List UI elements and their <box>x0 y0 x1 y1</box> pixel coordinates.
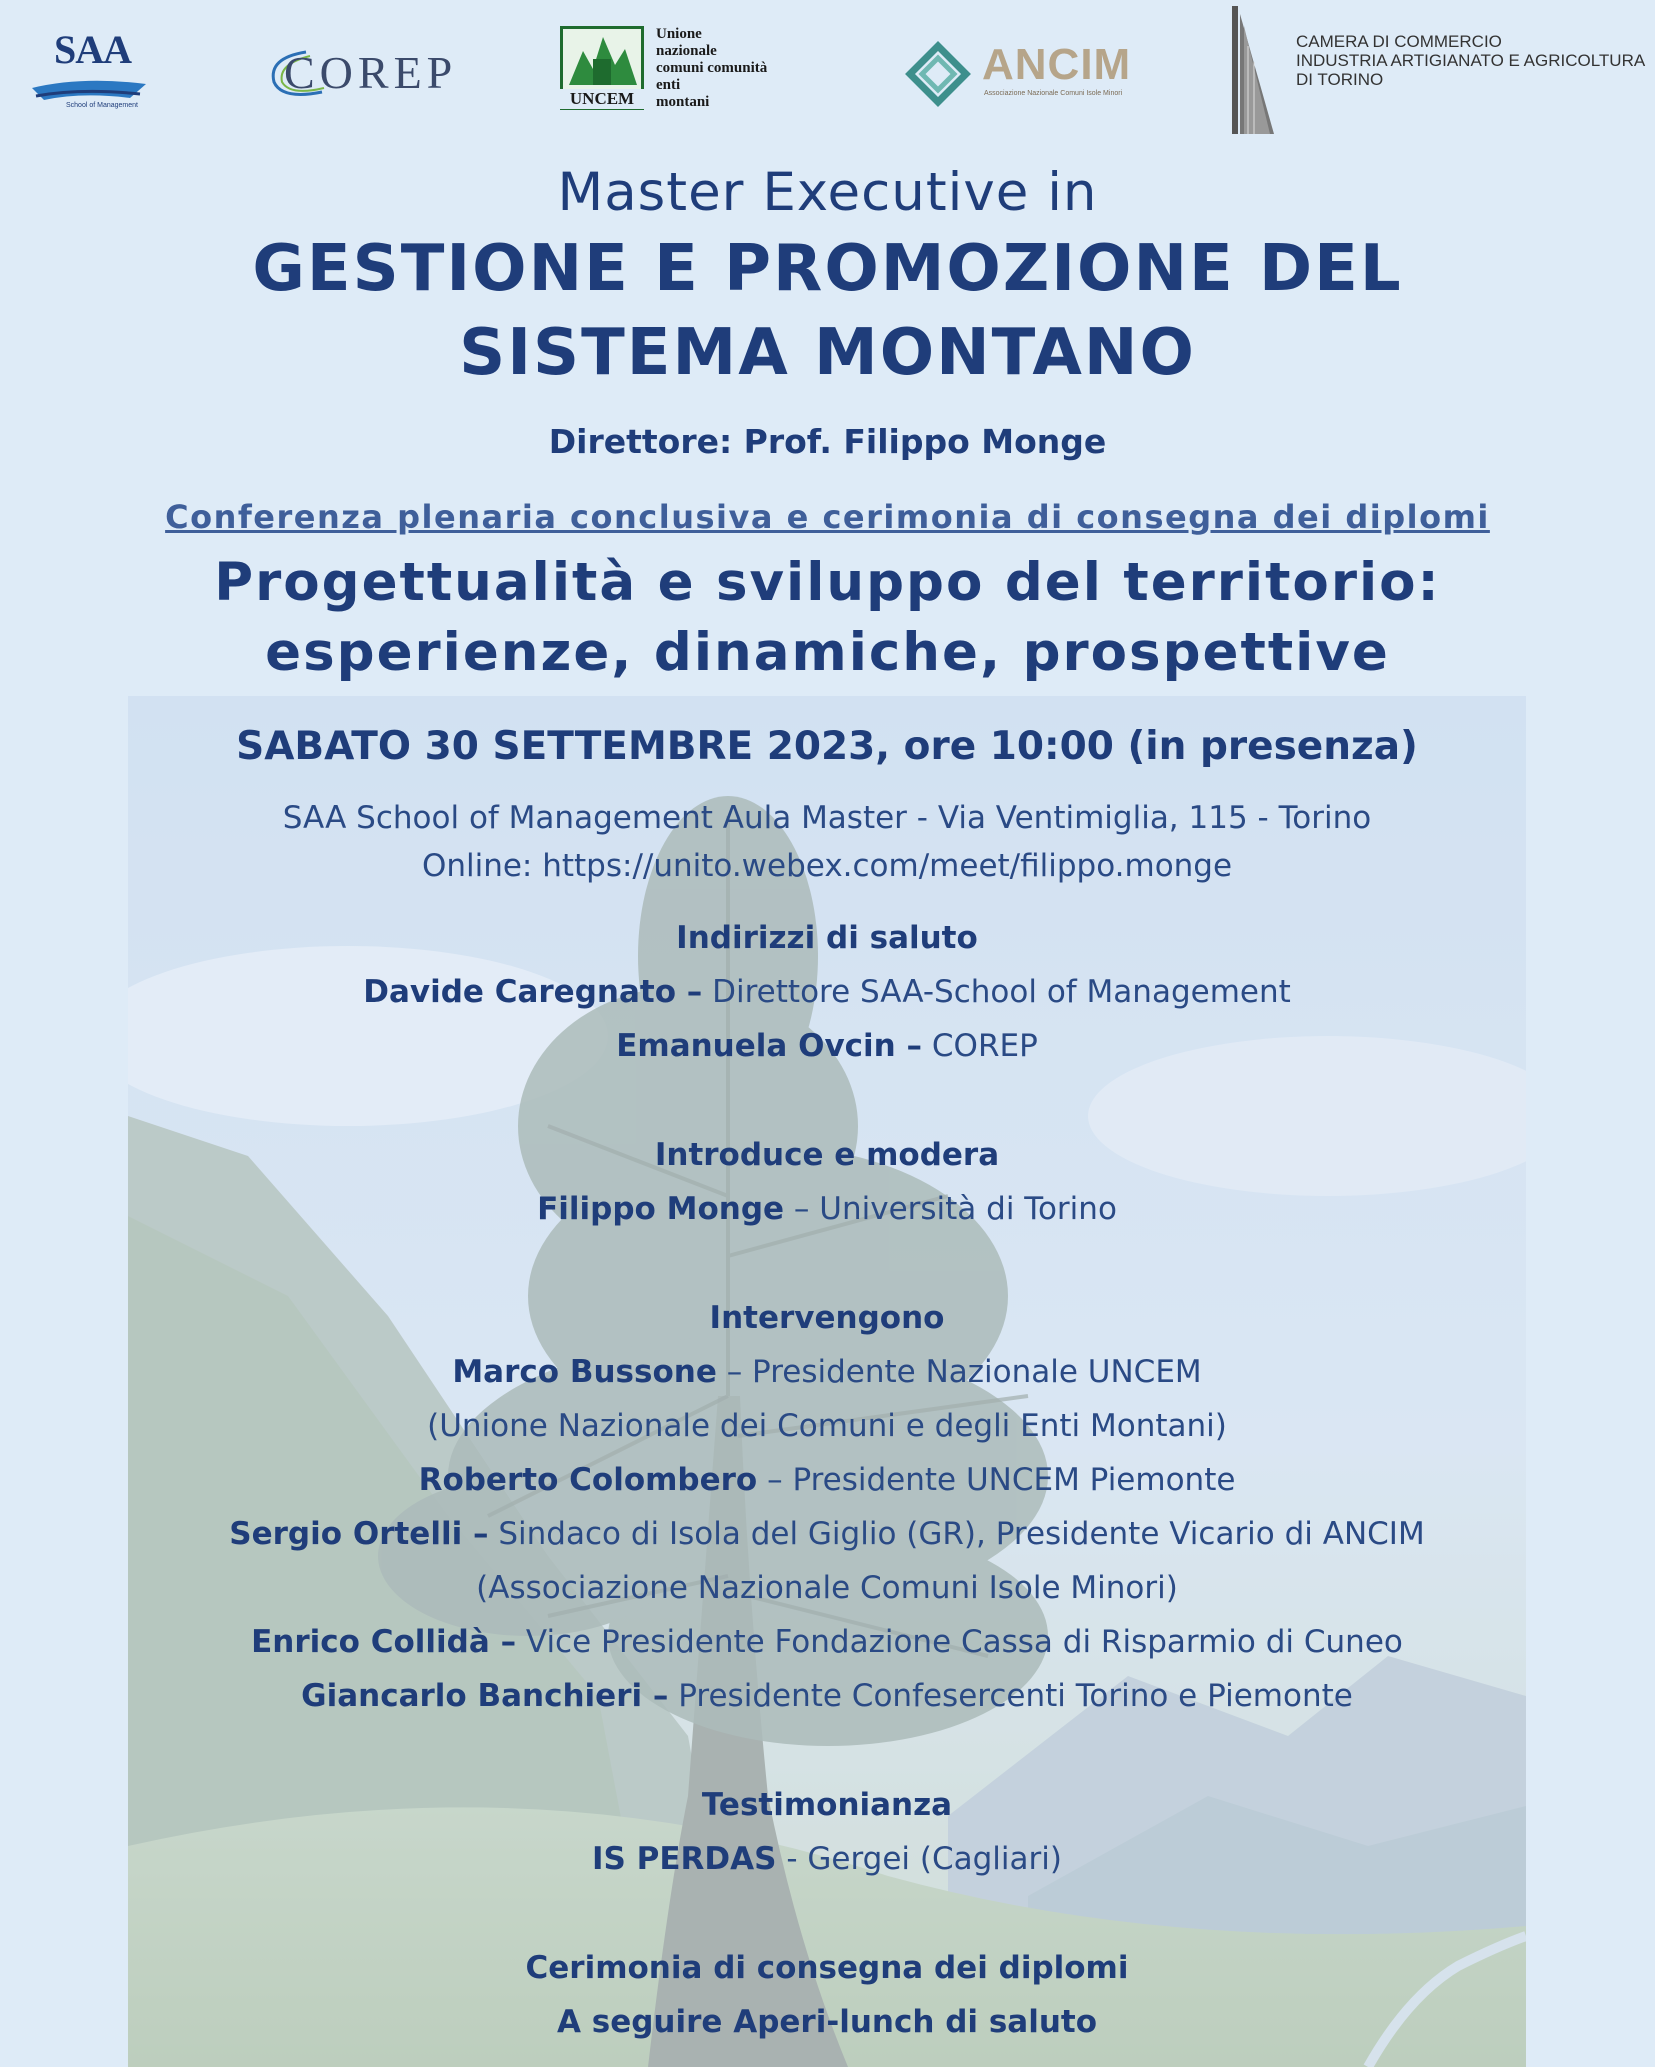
moderator-row <box>128 1191 1526 1227</box>
speaker-name: Enrico Collidà – <box>251 1624 517 1660</box>
main-title-line: SISTEMA MONTANO <box>459 316 1196 390</box>
conference-subtitle <box>0 498 1655 536</box>
corep-logo-text: COREP <box>284 47 458 98</box>
speaker-row <box>128 1516 1526 1552</box>
speaker-role: Sindaco di Isola del Giglio (GR), Presidente Vicario di ANCIM <box>488 1516 1425 1552</box>
speaker-role: COREP <box>922 1028 1038 1064</box>
event-online-link[interactable]: Online: https://unito.webex.com/meet/filippo.monge <box>421 848 1233 884</box>
saa-logo-subtitle: School of Management <box>66 102 138 109</box>
uncem-logo <box>560 26 810 118</box>
pre-title: Master Executive in <box>557 162 1098 223</box>
uncem-line: Unione <box>656 26 702 42</box>
uncem-logo-word: UNCEM <box>560 89 644 109</box>
speaker-role: – Università di Torino <box>784 1191 1117 1227</box>
speaker-row <box>128 1408 1526 1444</box>
speaker-role: – Presidente UNCEM Piemonte <box>757 1462 1236 1498</box>
testimony-heading: Testimonianza <box>701 1787 953 1823</box>
greeting-row <box>128 1028 1526 1064</box>
event-date: SABATO 30 SETTEMBRE 2023, ore 10:00 (in presenza) <box>236 724 1418 769</box>
director-line: Direttore: Prof. Filippo Monge <box>548 422 1107 461</box>
moderator-heading: Introduce e modera <box>654 1137 1000 1173</box>
mole-antonelliana-icon <box>1226 6 1286 134</box>
camera-logo-text <box>1296 32 1645 89</box>
main-title-line: GESTIONE E PROMOZIONE DEL <box>252 232 1403 306</box>
camera-line: INDUSTRIA ARTIGIANATO E AGRICOLTURA <box>1296 51 1646 70</box>
corep-logo <box>262 36 462 106</box>
ancim-logo-text: ANCIM <box>982 40 1132 89</box>
uncem-line: montani <box>656 94 710 110</box>
speaker-row <box>128 1462 1526 1498</box>
speaker-name: IS PERDAS <box>592 1841 777 1877</box>
testimony-row <box>128 1841 1526 1877</box>
topic-title <box>0 548 1655 688</box>
uncem-line: comuni comunità <box>656 60 768 76</box>
speaker-name: Davide Caregnato – <box>363 974 703 1010</box>
speaker-role: – Presidente Nazionale UNCEM <box>716 1354 1202 1390</box>
main-title <box>0 227 1655 395</box>
event-panel <box>128 696 1526 2067</box>
saa-logo-text: SAA <box>54 27 132 72</box>
topic-title-line: Progettualità e sviluppo del territorio: <box>214 552 1441 613</box>
saa-logo <box>22 26 152 116</box>
topic-title-line: esperienze, dinamiche, prospettive <box>265 622 1390 683</box>
speaker-row <box>128 1678 1526 1714</box>
event-venue: SAA School of Management Aula Master - Via Ventimiglia, 115 - Torino <box>282 800 1372 836</box>
speaker-name: Sergio Ortelli – <box>229 1516 489 1552</box>
speaker-role: - Gergei (Cagliari) <box>776 1841 1062 1877</box>
speaker-role: (Associazione Nazionale Comuni Isole Minori) <box>476 1570 1178 1606</box>
ancim-logo-subtitle: Associazione Nazionale Comuni Isole Minori <box>984 90 1123 97</box>
speaker-role: Direttore SAA-School of Management <box>702 974 1291 1010</box>
greetings-heading: Indirizzi di saluto <box>676 920 978 956</box>
speaker-role: Presidente Confesercenti Torino e Piemonte <box>668 1678 1353 1714</box>
lunch-line: A seguire Aperi-lunch di saluto <box>556 2004 1098 2040</box>
ancim-logo <box>902 38 1142 108</box>
camera-commercio-logo <box>1226 6 1650 134</box>
speaker-name: Emanuela Ovcin – <box>616 1028 923 1064</box>
speaker-role: (Unione Nazionale dei Comuni e degli Enti Montani) <box>427 1408 1227 1444</box>
conference-subtitle-text: Conferenza plenaria conclusiva e cerimonia di consegna dei diplomi <box>165 498 1490 536</box>
speaker-role: Vice Presidente Fondazione Cassa di Risparmio di Cuneo <box>516 1624 1403 1660</box>
camera-line: CAMERA DI COMMERCIO <box>1296 32 1502 51</box>
speaker-name: Marco Bussone <box>452 1354 717 1390</box>
ceremony-line: Cerimonia di consegna dei diplomi <box>525 1950 1129 1986</box>
camera-line: DI TORINO <box>1296 70 1384 89</box>
uncem-line: enti <box>656 77 681 93</box>
speaker-name: Roberto Colombero <box>418 1462 758 1498</box>
speaker-row <box>128 1570 1526 1606</box>
speaker-name: Giancarlo Banchieri – <box>301 1678 669 1714</box>
speaker-row <box>128 1354 1526 1390</box>
speaker-row <box>128 1624 1526 1660</box>
speakers-heading: Intervengono <box>709 1300 945 1336</box>
greeting-row <box>128 974 1526 1010</box>
uncem-logo-text <box>656 26 767 111</box>
speaker-name: Filippo Monge <box>537 1191 785 1227</box>
uncem-line: nazionale <box>656 43 717 59</box>
ancim-knot-icon <box>902 38 974 108</box>
